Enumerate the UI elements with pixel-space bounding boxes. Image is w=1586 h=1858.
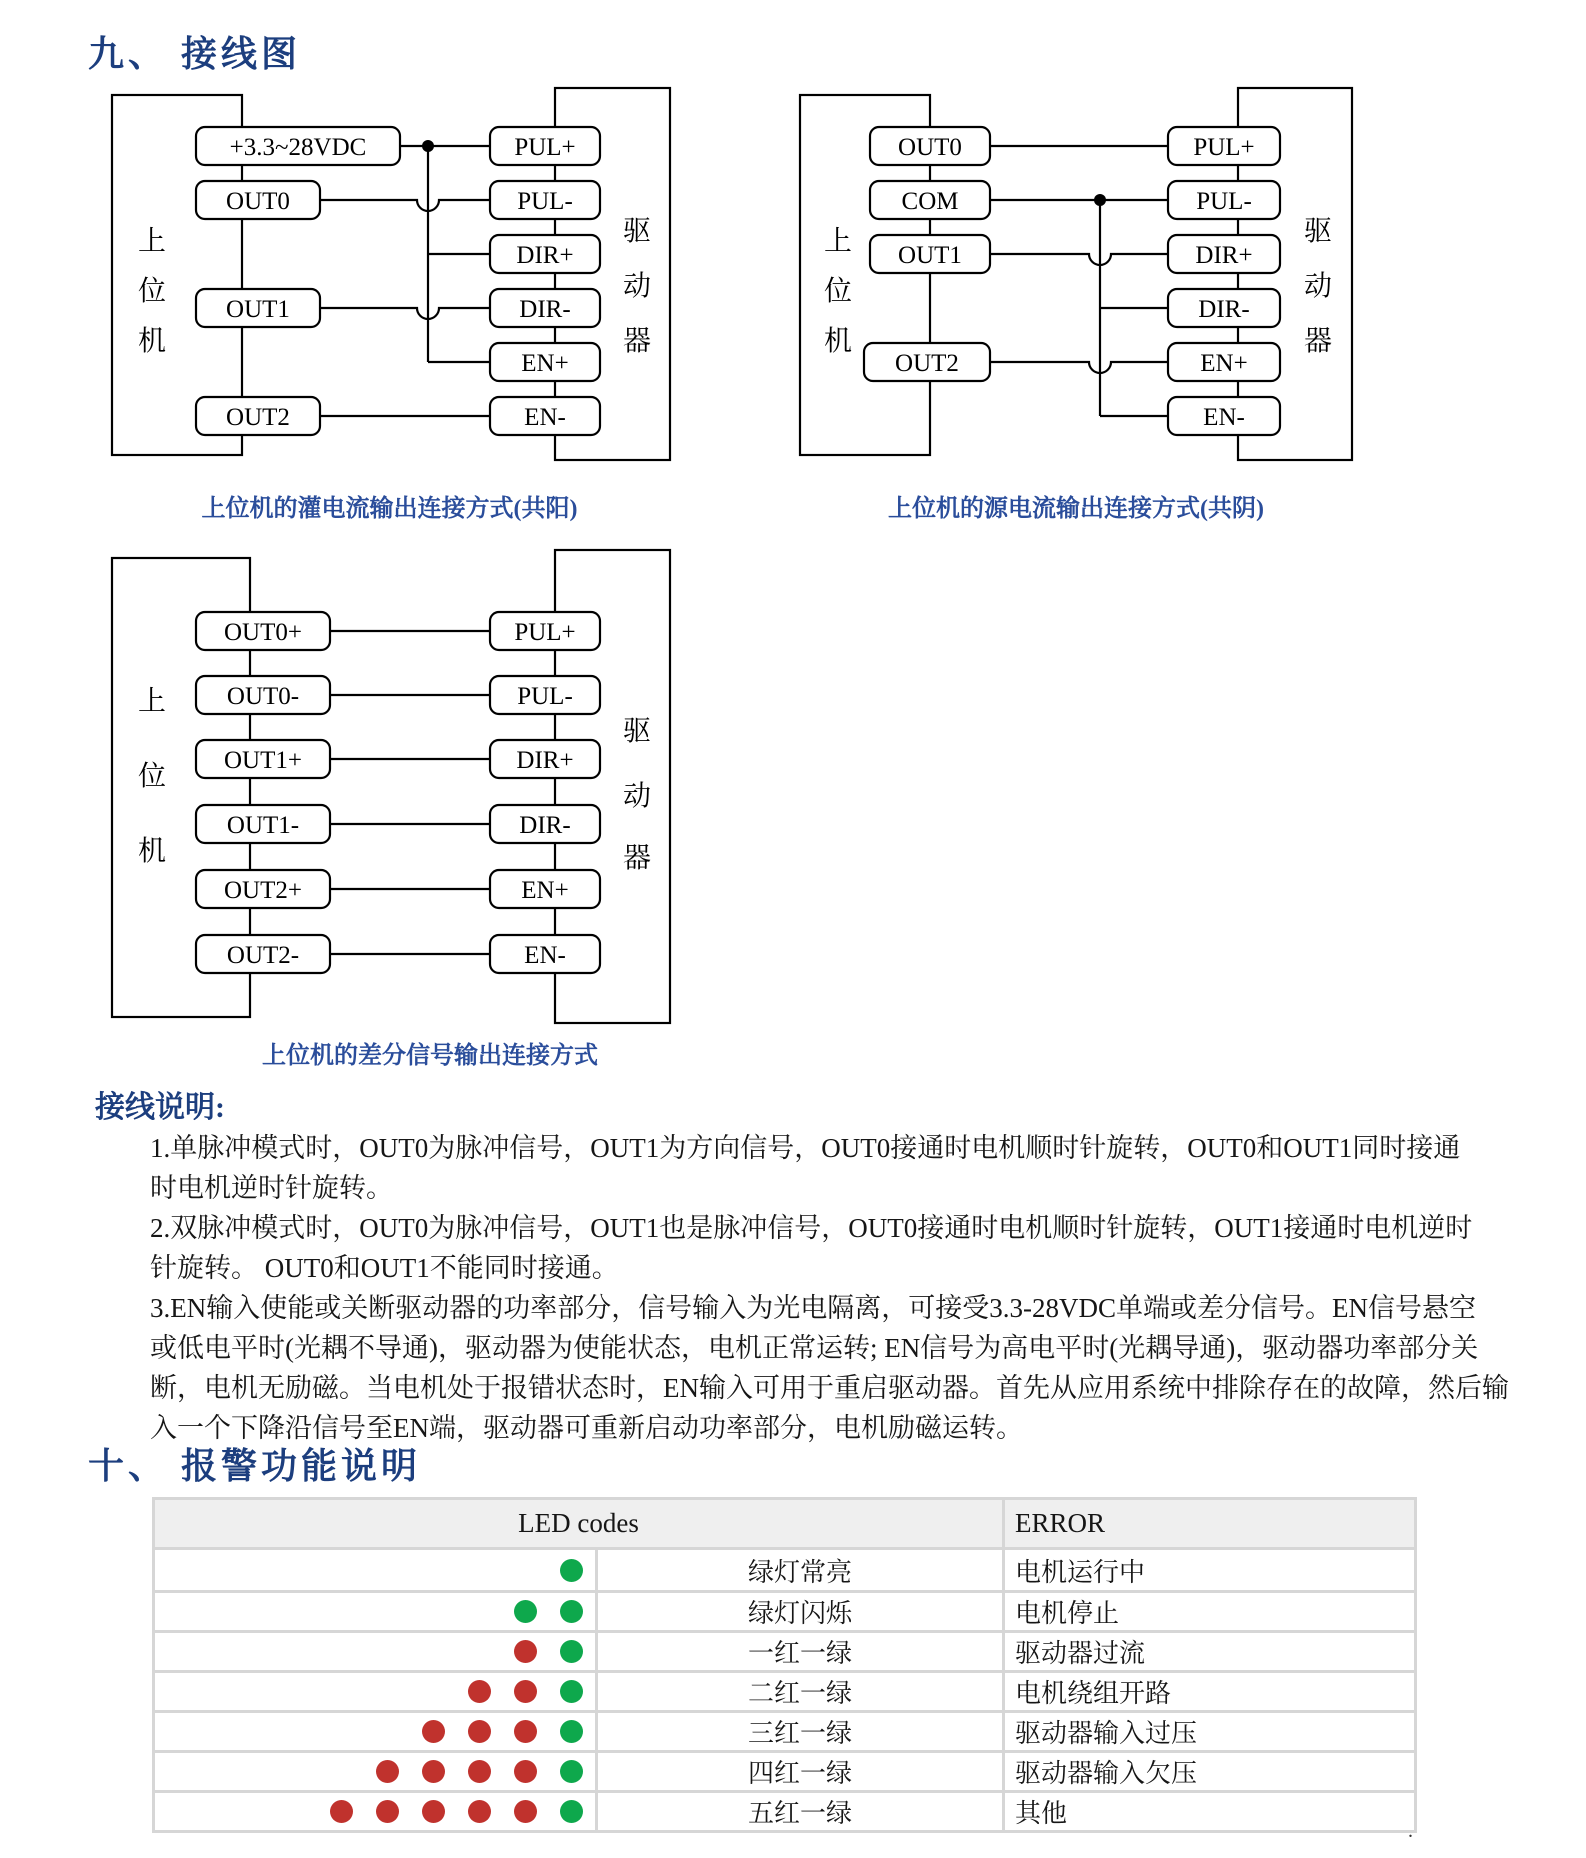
notes-line: 2.双脉冲模式时，OUT0为脉冲信号，OUT1也是脉冲信号，OUT0接通时电机顺时针旋转，OUT1接通时电机逆时 <box>150 1213 1473 1243</box>
led-code-label: 四红一绿 <box>598 1753 1005 1790</box>
green-led-dot <box>560 1800 583 1823</box>
wires <box>330 631 490 954</box>
led-pattern-cell <box>155 1593 598 1630</box>
green-led-dot <box>560 1600 583 1623</box>
red-led-dot <box>376 1760 399 1783</box>
svg-text:机: 机 <box>823 326 853 357</box>
red-led-dot <box>514 1640 537 1663</box>
alarm-table-body <box>155 1550 1414 1830</box>
error-description: 电机绕组开路 <box>1015 1679 1172 1708</box>
host-pins <box>196 612 330 973</box>
svg-text:器: 器 <box>1303 326 1333 357</box>
wiring-notes-heading: 接线说明: <box>95 1091 225 1124</box>
svg-text:驱: 驱 <box>622 216 652 247</box>
red-led-dot <box>468 1720 491 1743</box>
red-led-dot <box>330 1800 353 1823</box>
host-pin-out0 <box>196 181 320 219</box>
svg-text:动: 动 <box>622 271 652 302</box>
svg-text:EN+: EN+ <box>521 877 569 904</box>
error-description: 驱动器输入欠压 <box>1015 1759 1198 1788</box>
host-pins <box>864 127 990 381</box>
svg-text:OUT2+: OUT2+ <box>224 877 302 904</box>
led-pattern-cell <box>155 1673 598 1710</box>
svg-text:PUL-: PUL- <box>517 683 573 710</box>
driver-label <box>623 216 651 357</box>
notes-line: 入一个下降沿信号至EN端，驱动器可重新启动功率部分，电机励磁运转。 <box>150 1413 1023 1443</box>
led-code-label: 一红一绿 <box>598 1633 1005 1670</box>
svg-text:OUT0: OUT0 <box>226 188 290 215</box>
svg-text:PUL-: PUL- <box>1196 188 1252 215</box>
host-label <box>824 225 852 357</box>
red-led-dot <box>468 1760 491 1783</box>
svg-text:动: 动 <box>622 781 652 812</box>
svg-text:+3.3~28VDC: +3.3~28VDC <box>229 134 367 161</box>
svg-text:驱: 驱 <box>1303 216 1333 247</box>
led-code-label: 绿灯闪烁 <box>598 1593 1005 1630</box>
alarm-table <box>152 1497 1417 1833</box>
diagram-caption-sink: 上位机的灌电流输出连接方式(共阳) <box>201 496 578 522</box>
table-row <box>155 1550 1414 1590</box>
red-led-dot <box>468 1680 491 1703</box>
svg-text:COM: COM <box>901 188 959 215</box>
svg-text:DIR-: DIR- <box>519 296 571 323</box>
host-pin-out2 <box>196 397 320 435</box>
error-description: 电机停止 <box>1015 1599 1120 1628</box>
wiring-diagram-sink-output <box>100 80 685 475</box>
svg-text:驱: 驱 <box>622 716 652 747</box>
wiring-diagram-source-output <box>790 80 1365 475</box>
table-row <box>155 1750 1414 1790</box>
error-description: 电机运行中 <box>1015 1557 1146 1587</box>
svg-text:DIR-: DIR- <box>519 812 571 839</box>
green-led-dot <box>560 1559 583 1582</box>
svg-text:OUT2: OUT2 <box>895 350 959 377</box>
svg-text:EN+: EN+ <box>1200 350 1248 377</box>
svg-text:器: 器 <box>622 843 652 874</box>
stray-mark: . <box>1408 1820 1413 1842</box>
svg-text:DIR+: DIR+ <box>516 747 574 774</box>
wires <box>990 146 1168 416</box>
wire-out1-dirminus <box>320 308 490 319</box>
notes-line: 3.EN输入使能或关断驱动器的功率部分，信号输入为光电隔离，可接受3.3-28VDC单端或差分信号。EN信号悬空 <box>150 1293 1476 1323</box>
diagram-caption-differential: 上位机的差分信号输出连接方式 <box>262 1043 598 1069</box>
svg-text:EN-: EN- <box>524 942 566 969</box>
green-led-dot <box>560 1640 583 1663</box>
driver-pins <box>490 127 600 435</box>
red-led-dot <box>514 1680 537 1703</box>
red-led-dot <box>422 1720 445 1743</box>
svg-text:EN-: EN- <box>524 404 566 431</box>
svg-text:EN+: EN+ <box>521 350 569 377</box>
table-row <box>155 1710 1414 1750</box>
svg-text:上: 上 <box>137 226 167 257</box>
notes-line: 1.单脉冲模式时，OUT0为脉冲信号，OUT1为方向信号，OUT0接通时电机顺时针旋转，OUT0和OUT1同时接通 <box>150 1133 1461 1163</box>
host-pin-vdc <box>196 127 400 165</box>
svg-text:机: 机 <box>137 836 167 867</box>
table-row <box>155 1670 1414 1710</box>
svg-text:位: 位 <box>823 276 853 307</box>
svg-text:PUL-: PUL- <box>517 188 573 215</box>
svg-text:PUL+: PUL+ <box>1193 134 1255 161</box>
diagram-caption-source: 上位机的源电流输出连接方式(共阴) <box>888 496 1264 522</box>
led-code-label: 三红一绿 <box>598 1713 1005 1750</box>
led-code-label: 五红一绿 <box>598 1793 1005 1830</box>
led-pattern-cell <box>155 1793 598 1830</box>
notes-line: 时电机逆时针旋转。 <box>150 1173 393 1203</box>
led-pattern-cell <box>155 1633 598 1670</box>
error-description: 驱动器过流 <box>1015 1639 1146 1668</box>
svg-text:OUT1+: OUT1+ <box>224 747 302 774</box>
svg-text:DIR-: DIR- <box>1198 296 1250 323</box>
led-code-label: 绿灯常亮 <box>598 1550 1005 1590</box>
alarm-table-header <box>155 1500 1414 1550</box>
svg-text:PUL+: PUL+ <box>514 134 576 161</box>
svg-text:DIR+: DIR+ <box>516 242 574 269</box>
svg-text:器: 器 <box>622 326 652 357</box>
led-codes-header: LED codes <box>155 1500 1005 1547</box>
svg-text:上: 上 <box>823 226 853 257</box>
notes-line: 针旋转。 OUT0和OUT1不能同时接通。 <box>150 1253 619 1283</box>
led-code-label: 二红一绿 <box>598 1673 1005 1710</box>
wire-out1-dirplus <box>990 254 1168 265</box>
svg-text:DIR+: DIR+ <box>1195 242 1253 269</box>
red-led-dot <box>514 1800 537 1823</box>
green-led-dot <box>560 1720 583 1743</box>
svg-text:OUT2-: OUT2- <box>226 942 300 969</box>
red-led-dot <box>468 1800 491 1823</box>
svg-text:EN-: EN- <box>1203 404 1245 431</box>
wiring-notes <box>150 1128 1550 1448</box>
svg-text:上: 上 <box>137 686 167 717</box>
section-title-alarm: 十、 报警功能说明 <box>88 1446 422 1486</box>
led-pattern-cell <box>155 1713 598 1750</box>
red-led-dot <box>422 1800 445 1823</box>
red-led-dot <box>514 1720 537 1743</box>
host-label <box>138 685 166 867</box>
led-pattern-cell <box>155 1753 598 1790</box>
host-pin-out1 <box>196 289 320 327</box>
driver-label <box>1304 216 1332 357</box>
svg-text:机: 机 <box>137 326 167 357</box>
junction-dot <box>422 140 434 152</box>
wiring-diagram-differential-output <box>100 545 685 1030</box>
red-led-dot <box>422 1760 445 1783</box>
error-description: 驱动器输入过压 <box>1015 1719 1198 1748</box>
red-led-dot <box>514 1760 537 1783</box>
svg-text:动: 动 <box>1303 271 1333 302</box>
svg-text:OUT0+: OUT0+ <box>224 619 302 646</box>
driver-pins <box>490 612 600 973</box>
error-header: ERROR <box>1015 1508 1106 1538</box>
driver-pins <box>1168 127 1280 435</box>
error-description: 其他 <box>1015 1799 1068 1828</box>
svg-text:OUT0: OUT0 <box>898 134 962 161</box>
section-title-wiring: 九、 接线图 <box>88 34 302 74</box>
host-label <box>138 225 166 357</box>
red-led-dot <box>376 1800 399 1823</box>
junction-dot <box>1094 194 1106 206</box>
svg-text:PUL+: PUL+ <box>514 619 576 646</box>
svg-text:OUT1: OUT1 <box>226 296 290 323</box>
green-led-dot <box>514 1600 537 1623</box>
wires <box>320 146 490 416</box>
green-led-dot <box>560 1680 583 1703</box>
table-row <box>155 1590 1414 1630</box>
driver-label <box>623 716 651 874</box>
table-row <box>155 1790 1414 1830</box>
green-led-dot <box>560 1760 583 1783</box>
wire-out2-enplus <box>990 362 1168 373</box>
svg-text:OUT2: OUT2 <box>226 404 290 431</box>
svg-text:OUT1-: OUT1- <box>226 812 300 839</box>
svg-text:位: 位 <box>137 276 167 307</box>
notes-line: 或低电平时(光耦不导通)，驱动器为使能状态，电机正常运转; EN信号为高电平时(光耦导通)，驱动器功率部分关 <box>150 1333 1479 1363</box>
notes-line: 断，电机无励磁。当电机处于报错状态时，EN输入可用于重启驱动器。首先从应用系统中排除存在的故障，然后输 <box>150 1373 1509 1403</box>
svg-text:OUT0-: OUT0- <box>226 683 300 710</box>
table-row <box>155 1630 1414 1670</box>
wire-out0-pulminus <box>320 200 490 211</box>
led-pattern-cell <box>155 1550 598 1590</box>
svg-text:位: 位 <box>137 761 167 792</box>
svg-text:OUT1: OUT1 <box>898 242 962 269</box>
